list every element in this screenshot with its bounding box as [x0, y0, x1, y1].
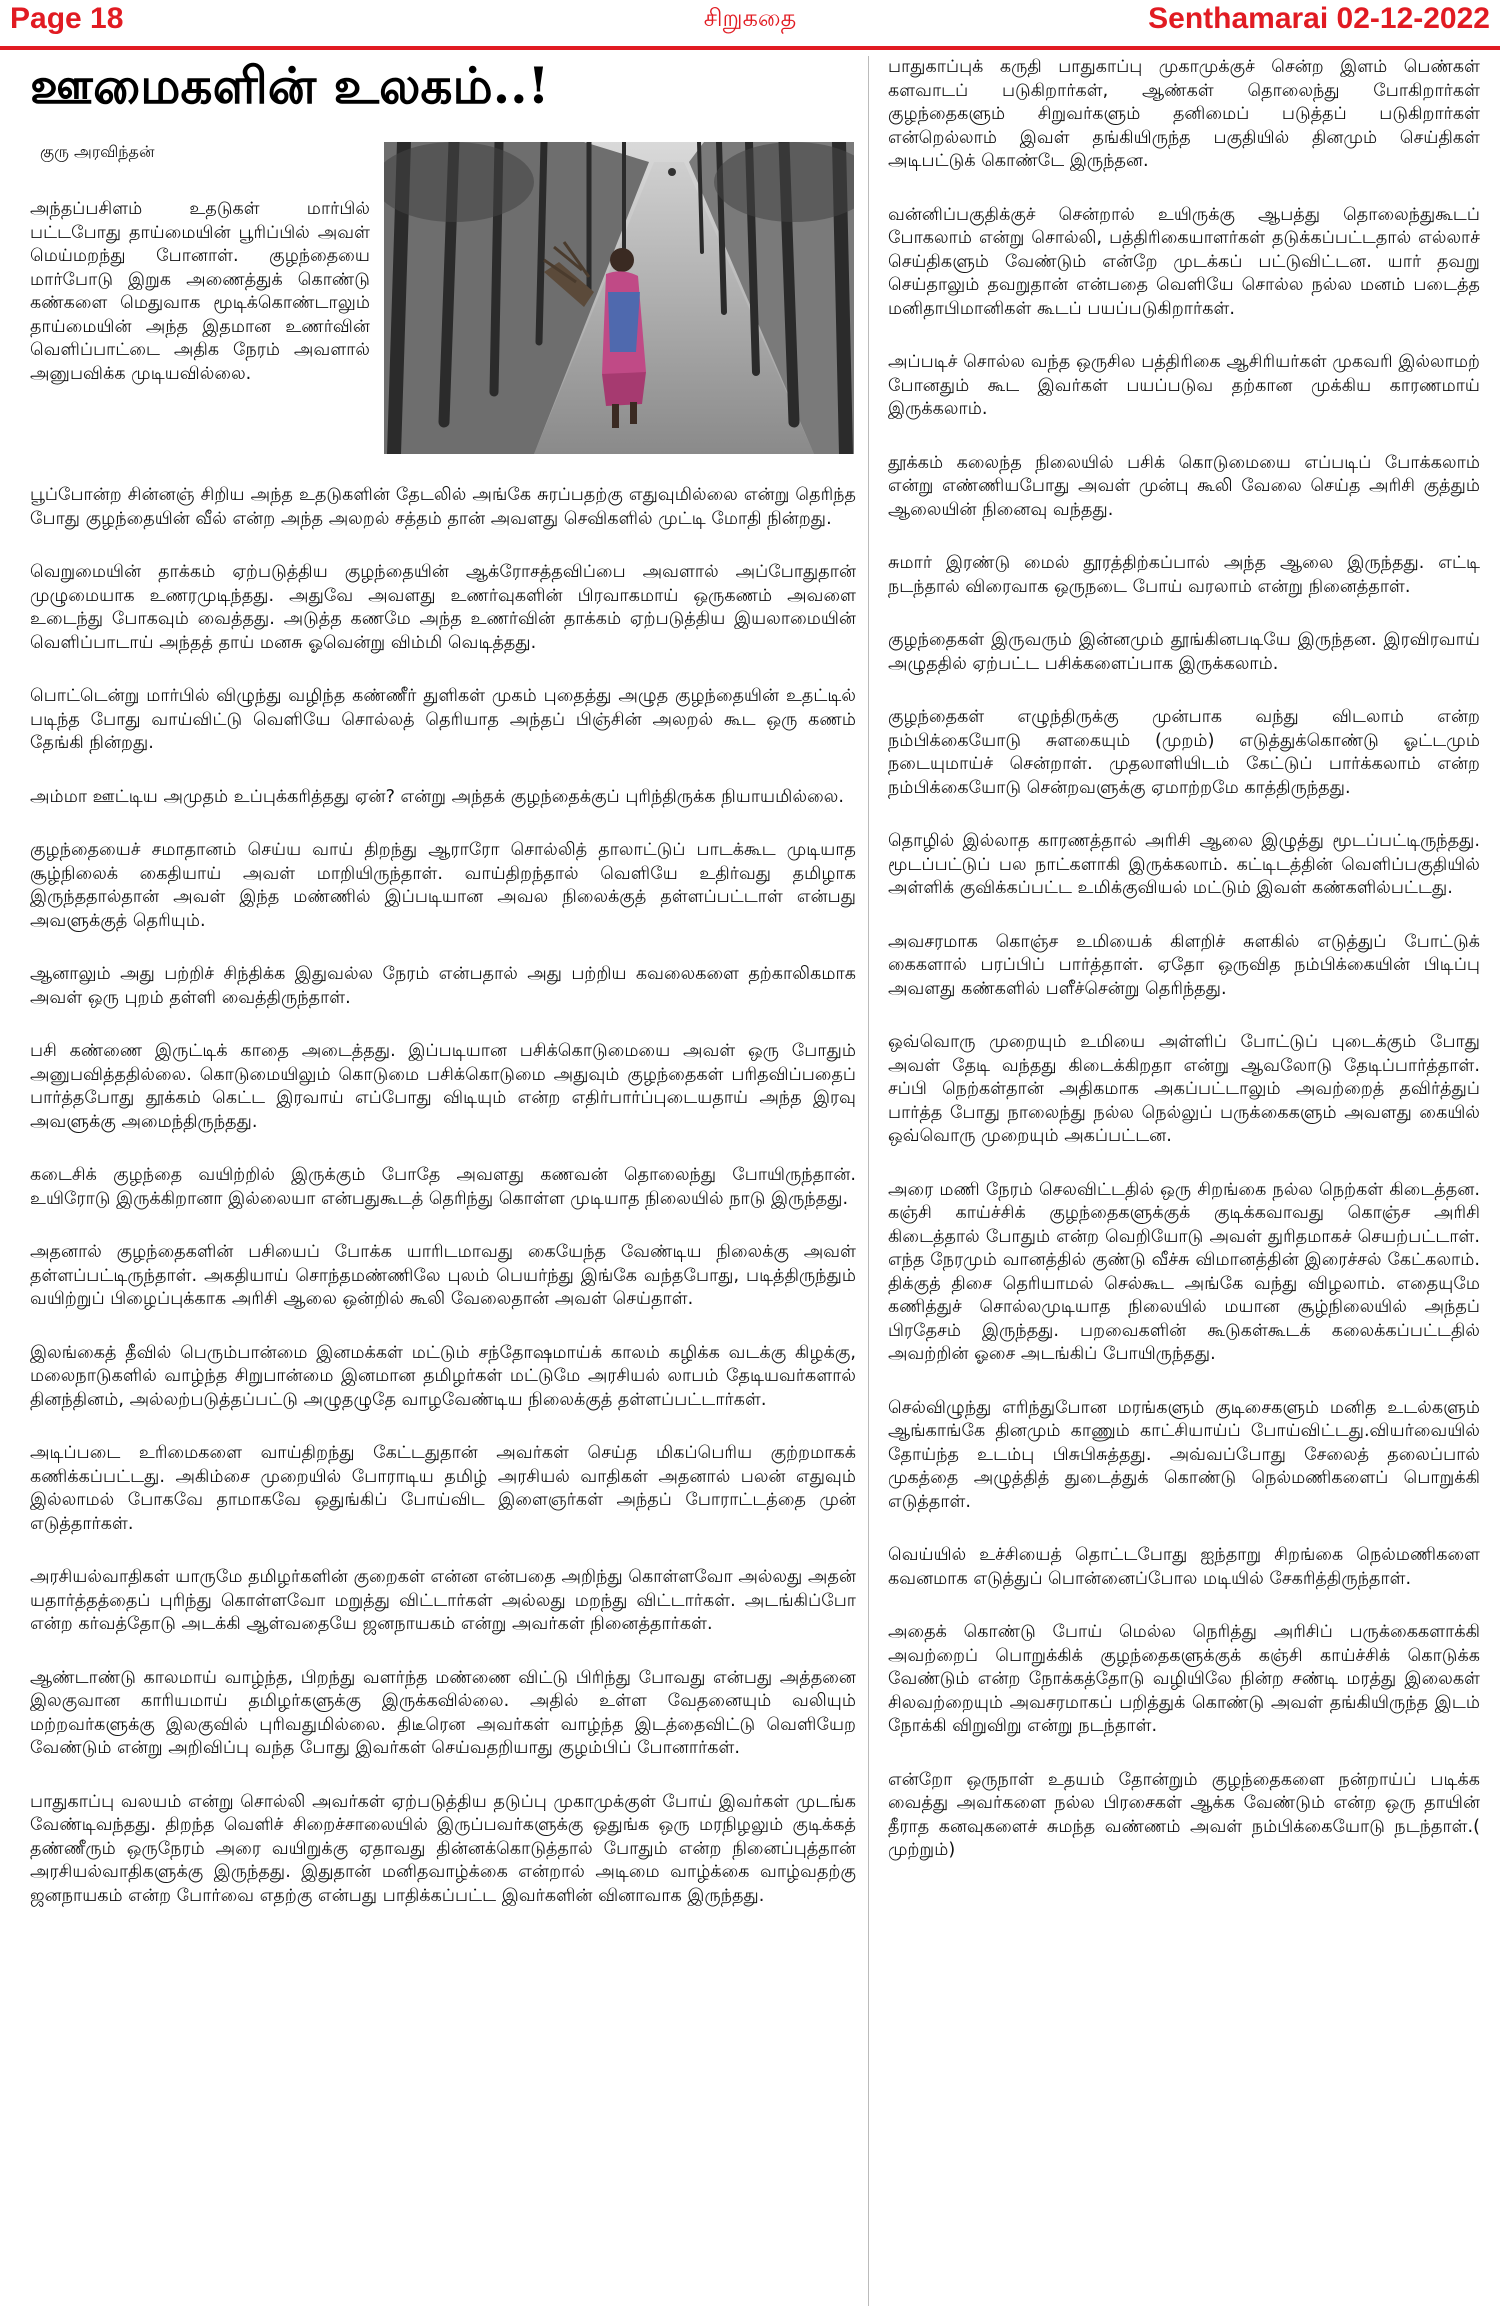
paragraph: அடிப்படை உரிமைகளை வாய்திறந்து கேட்டதுதான் அவர்கள் செய்த மிகப்பெரிய குற்றமாகக் கணிக்கப்பட்டது. அகிம்சை முறையில் போராடிய தமிழ் அரசியல் வாதிகள் அதனால் பலன் எதுவும் இல்லாமல் போகவே தாமாகவே ஒதுங்கிப் போய்விட இளைஞர்கள் அந்தப் போராட்டத்தை முன் எடுத்தார்கள். — [30, 1443, 856, 1534]
section-label: சிறுகதை — [703, 4, 797, 32]
paragraph: அப்படிச் சொல்ல வந்த ஒருசில பத்திரிகை ஆசிரியர்கள் முகவரி இல்லாமற் போனதும் கூட இவர்கள் பயப்படுவ தற்கான முக்கிய காரணமாய் இருக்கலாம். — [888, 352, 1480, 419]
paragraph: குழந்தையைச் சமாதானம் செய்ய வாய் திறந்து ஆராரோ சொல்லித் தாலாட்டுப் பாடக்கூட முடியாத சூழ்நிலைக் கைதியாய் அவள் மாறியிருந்தாள். வாய்திறந்தால் வெளியே உதிர்வது தமிழாக இருந்ததால்தான் அவள் இந்த மண்ணில் இப்படியான அவல நிலைக்குத் தள்ளப்பட்டாள் என்பது அவளுக்குத் தெரியும். — [30, 840, 856, 931]
paragraph: வெய்யில் உச்சியைத் தொட்டபோது ஐந்தாறு சிறங்கை நெல்மணிகளை கவனமாக எடுத்துப் பொன்னைப்போல மடியில் சேகரித்திருந்தாள். — [888, 1545, 1480, 1589]
paragraph: அம்மா ஊட்டிய அமுதம் உப்புக்கரித்தது ஏன்? என்று அந்தக் குழந்தைக்குப் புரிந்திருக்க நியாயமில்லை. — [30, 786, 844, 807]
intro-paragraph: அந்தப்பசிளம் உதடுகள் மார்பில் பட்டபோது தாய்மையின் பூரிப்பில் அவள் மெய்மறந்து போனாள். குழந்தையை மார்போடு இறுக அணைத்துக் கொண்டு கண்களை மெதுவாக மூடிக்கொண்டாலும் தாய்மையின் அந்த இதமான உணர்வின் வெளிப்பாட்டை அதிக நேரம் அவளால் அனுபவிக்க முடியவில்லை. — [30, 199, 370, 384]
paragraph: ஆண்டாண்டு காலமாய் வாழ்ந்த, பிறந்து வளர்ந்த மண்ணை விட்டு பிரிந்து போவது என்பது அத்தனை இலகுவான காரியமாய் தமிழர்களுக்கு இருக்கவில்லை. அதில் உள்ள வேதனையும் வலியும் மற்றவர்களுக்கு இலகுவில் புரிவதுமில்லை. திடீரென அவர்கள் வாழ்ந்த இடத்தைவிட்டு வெளியேற வேண்டும் என்று அறிவிப்பு வந்த போது இவர்கள் செய்வதறியாது குழம்பிப் போனார்கள். — [30, 1667, 856, 1758]
paragraph: செல்விழுந்து எரிந்துபோன மரங்களும் குடிசைகளும் மனித உடல்களும் ஆங்காங்கே தினமும் காணும் காட்சியாய்ப் போய்விட்டது.வியர்வையில் தோய்ந்த உடம்பு பிசுபிசுத்தது. அவ்வப்போது சேலைத் தலைப்பால் முகத்தை அழுத்தித் துடைத்துக் கொண்டு நெல்மணிகளைப் பொறுக்கி எடுத்தாள். — [888, 1397, 1480, 1512]
paragraph: பொட்டென்று மார்பில் விழுந்து வழிந்த கண்ணீர் துளிகள் முகம் புதைத்து அழுத குழந்தையின் உதட்டில் படிந்த போது வாய்விட்டு வெளியே சொல்லத் தெரியாத அந்தப் பிஞ்சின் அலறல் கூட ஒரு கணம் தேங்கி நின்றது. — [30, 686, 856, 753]
paragraph: குழந்தைகள் இருவரும் இன்னமும் தூங்கினபடியே இருந்தன. இரவிரவாய் அழுததில் ஏற்பட்ட பசிக்களைப்பாக இருக்கலாம். — [888, 630, 1480, 674]
paragraph: தொழில் இல்லாத காரணத்தால் அரிசி ஆலை இழுத்து மூடப்பட்டிருந்தது. மூடப்பட்டுப் பல நாட்களாகி இருக்கலாம். கட்டிடத்தின் வெளிப்பகுதியில் அள்ளிக் குவிக்கப்பட்ட உமிக்குவியல் மட்டும் இவள் கண்களில்பட்டது. — [888, 831, 1480, 898]
masthead-date: Senthamarai 02-12-2022 — [1148, 2, 1490, 35]
page-header — [0, 0, 1500, 50]
right-column — [888, 56, 1480, 1893]
paragraph: சுமார் இரண்டு மைல் தூரத்திற்கப்பால் அந்த ஆலை இருந்தது. எட்டி நடந்தால் விரைவாக ஒருநடை போய் வரலாம் என்று நினைத்தாள். — [888, 553, 1480, 597]
paragraph: பாதுகாப்புக் கருதி பாதுகாப்பு முகாமுக்குச் சென்ற இளம் பெண்கள் களவாடப் படுகிறார்கள், ஆண்கள் தொலைந்து போகிறார்கள் குழந்தைகளும் சிறுவர்களும் தனிமைப் படுத்தப் படுகிறார்கள் என்றெல்லாம் இவள் தங்கியிருந்த பகுதியில் தினமும் செய்திகள் அடிபட்டுக் கொண்டே இருந்தன. — [888, 57, 1480, 171]
intro-column — [30, 198, 370, 386]
column-divider — [868, 56, 869, 2306]
paragraph: இலங்கைத் தீவில் பெரும்பான்மை இனமக்கள் மட்டும் சந்தோஷமாய்க் காலம் கழிக்க வடக்கு கிழக்கு, மலைநாடுகளில் வாழ்ந்த சிறுபான்மை இனமான தமிழர்கள் மட்டுமே அரசியல் லாபம் தேடியவர்களால் தினந்தினம், அல்லற்படுத்தப்பட்டு அழுதழுதே வாழவேண்டிய நிலைக்குத் தள்ளப்பட்டார்கள். — [30, 1342, 856, 1410]
paragraph: பாதுகாப்பு வலயம் என்று சொல்லி அவர்கள் ஏற்படுத்திய தடுப்பு முகாமுக்குள் போய் இவர்கள் முடங்க வேண்டிவந்தது. திறந்த வெளிச் சிறைச்சாலையில் இருப்பவர்களுக்கு ஒதுங்க ஒரு மரநிழலும் குடிக்கத் தண்ணீரும் ஒருநேரம் அரை வயிறுக்கு ஏதாவது தின்னக்கொடுத்தால் போதும் என்ற நினைப்புத்தான் அரசியல்வாதிகளுக்கு இருந்தது. இதுதான் மனிதவாழ்க்கை என்றால் அடிமை வாழ்க்கை வாழ்வதற்கு ஜனநாயகம் என்ற போர்வை எதற்கு என்பது பாதிக்கப்பட்ட இவர்களின் வினாவாக இருந்தது. — [30, 1791, 856, 1906]
paragraph: ஆனாலும் அது பற்றிச் சிந்திக்க இதுவல்ல நேரம் என்பதால் அது பற்றிய கவலைகளை தற்காலிகமாக அவள் ஒரு புறம் தள்ளி வைத்திருந்தாள். — [30, 964, 856, 1008]
paragraph: அதைக் கொண்டு போய் மெல்ல நெரித்து அரிசிப் பருக்கைகளாக்கி அவற்றைப் பொறுக்கிக் குழந்தைகளுக்குக் கஞ்சி காய்ச்சிக் கொடுக்க வேண்டும் என்ற நோக்கத்தோடு வழியிலே நின்ற சண்டி மரத்து இலைகள் சிலவற்றையும் அவசரமாகப் பறித்துக் கொண்டு அவள் தங்கியிருந்த இடம் நோக்கி விறுவிறு என்று நடந்தாள். — [888, 1622, 1480, 1736]
left-column — [30, 484, 856, 1938]
paragraph: அரசியல்வாதிகள் யாருமே தமிழர்களின் குறைகள் என்ன என்பதை அறிந்து கொள்ளவோ அல்லது அதன் யதார்த்தத்தைப் புரிந்து கொள்ளவோ மறுத்து விட்டார்கள் அல்லது மறந்து விட்டார்கள். அடங்கிப்போ என்ற கர்வத்தோடு அடக்கி ஆள்வதையே ஜனநாயகம் என்று அவர்கள் நினைத்தார்கள். — [30, 1567, 857, 1634]
paragraph: அதனால் குழந்தைகளின் பசியைப் போக்க யாரிடமாவது கையேந்த வேண்டிய நிலைக்கு அவள் தள்ளப்பட்டிருந்தாள். அகதியாய் சொந்தமண்ணிலே புலம் பெயர்ந்து இங்கே வந்தபோது, படித்திருந்தும் வயிற்றுப் பிழைப்புக்காக அரிசி ஆலை ஒன்றில் கூலி வேலைதான் அவள் செய்தாள். — [30, 1242, 856, 1309]
paragraph: பூப்போன்ற சின்னஞ் சிறிய அந்த உதடுகளின் தேடலில் அங்கே சுரப்பதற்கு எதுவுமில்லை என்று தெரிந்த போது குழந்தையின் வீல் என்ற அந்த அலறல் சத்தம் தான் அவளது செவிகளில் முட்டி மோதி நின்றது. — [30, 485, 856, 529]
paragraph: அவசரமாக கொஞ்ச உமியைக் கிளறிச் சுளகில் எடுத்துப் போட்டுக் கைகளால் பரப்பிப் பார்த்தாள். ஏதோ ஒருவித நம்பிக்கையின் பிடிப்பு அவளது கண்களில் பளீச்சென்று தெரிந்தது. — [888, 931, 1480, 999]
page-number: Page 18 — [10, 2, 124, 35]
article-title: ஊமைகளின் உலகம்..! — [30, 56, 550, 115]
paragraph: என்றோ ஒருநாள் உதயம் தோன்றும் குழந்தைகளை நன்றாய்ப் படிக்க வைத்து அவர்களை நல்ல பிரசைகள் ஆக்க வேண்டும் என்ற ஒரு தாயின் தீராத கனவுகளைச் சுமந்த வண்ணம் அவள் நம்பிக்கையோடு நடந்தாள்.( முற்றும்) — [888, 1769, 1480, 1860]
paragraph: ஒவ்வொரு முறையும் உமியை அள்ளிப் போட்டுப் புடைக்கும் போது அவள் தேடி வந்தது கிடைக்கிறதா என்று ஆவலோடு தேடிப்பார்த்தாள். சப்பி நெற்கள்தான் அதிகமாக அகப்பட்டாலும் அவற்றைத் தவிர்த்துப் பார்த்த போது நாலைந்து நல்ல நெல்லுப் பருக்கைகளும் அவளது கையில் ஒவ்வொரு முறையும் அகப்பட்டன. — [888, 1032, 1480, 1146]
paragraph: கடைசிக் குழந்தை வயிற்றில் இருக்கும் போதே அவளது கணவன் தொலைந்து போயிருந்தான். உயிரோடு இருக்கிறானா இல்லையா என்பதுகூடத் தெரிந்து கொள்ள முடியாத நிலையில் நாடு இருந்தது. — [30, 1165, 856, 1209]
paragraph: வெறுமையின் தாக்கம் ஏற்படுத்திய குழந்தையின் ஆக்ரோசத்தவிப்பை அவளால் அப்போதுதான் முழுமையாக உணரமுடிந்தது. அதுவே அவளது உணர்வுகளின் பிரவாகமாய் ஒருகணம் அவளை உடைந்து போகவும் வைத்தது. அடுத்த கணமே அந்த உணர்வின் தாக்கம் ஏற்படுத்திய இயலாமையின் வெளிப்பாடாய் அந்தத் தாய் மனசு ஓவென்று விம்மி வெடித்தது. — [30, 562, 856, 653]
woman-carrying-firewood-photo — [384, 142, 854, 454]
paragraph: தூக்கம் கலைந்த நிலையில் பசிக் கொடுமையை எப்படிப் போக்கலாம் என்று எண்ணியபோது அவள் முன்பு கூலி வேலை செய்த அரிசி குத்தும் ஆலையின் நினைவு வந்தது. — [888, 452, 1480, 520]
article-author: குரு அரவிந்தன் — [40, 142, 155, 161]
paragraph: அரை மணி நேரம் செலவிட்டதில் ஒரு சிறங்கை நல்ல நெற்கள் கிடைத்தன. கஞ்சி காய்ச்சிக் குழந்தைகளுக்குக் குடிக்கவாவது கொஞ்ச அரிசி கிடைத்தால் போதும் என்ற வெறியோடு அவள் துரிதமாகச் செயற்பட்டாள். எந்த நேரமும் வானத்தில் குண்டு வீச்சு விமானத்தின் இரைச்சல் கேட்கலாம். திக்குத் திசை தெரியாமல் செல்கூட அங்கே வந்து விழலாம். எதையுமே கணித்துச் சொல்லமுடியாத நிலையில் மயான சூழ்நிலையில் அந்தப் பிரதேசம் இருந்தது. பறவைகளின் கூடுகள்கூடக் கலைக்கப்பட்டதில் அவற்றின் ஓசை அடங்கிப் போயிருந்தது. — [888, 1179, 1480, 1364]
paragraph: பசி கண்ணை இருட்டிக் காதை அடைத்தது. இப்படியான பசிக்கொடுமையை அவள் ஒரு போதும் அனுபவித்ததில்லை. கொடுமையிலும் கொடுமை பசிக்கொடுமை அதுவும் குழந்தைகள் பரிதவிப்பதைப் பார்த்தபோது தூக்கம் கெட்ட இரவாய் எப்போது விடியும் என்ற எதிர்பார்ப்புடையதாய் அந்த இரவு அவளுக்கு அமைந்திருந்தது. — [30, 1041, 856, 1132]
paragraph: குழந்தைகள் எழுந்திருக்கு முன்பாக வந்து விடலாம் என்ற நம்பிக்கையோடு சுளகையும் (முறம்) எடுத்துக்கொண்டு ஓட்டமும் நடையுமாய்ச் சென்றாள். முதலாளியிடம் கேட்டுப் பார்க்கலாம் என்ற நம்பிக்கையோடு சென்றவளுக்கு ஏமாற்றமே காத்திருந்தது. — [888, 707, 1480, 798]
paragraph: வன்னிப்பகுதிக்குச் சென்றால் உயிருக்கு ஆபத்து தொலைந்துகூடப் போகலாம் என்று சொல்லி, பத்திரிகையாளர்கள் தடுக்கப்பட்டதால் எல்லாச் செய்திகளும் வேண்டும் என்றே முடக்கப் பட்டுவிட்டன. யார் தவறு செய்தாலும் தவறுதான் என்பதை வெளியே சொல்ல நல்ல மனம் படைத்த மனிதாபிமானிகள் கூடப் பயப்படுகிறார்கள். — [888, 204, 1480, 319]
